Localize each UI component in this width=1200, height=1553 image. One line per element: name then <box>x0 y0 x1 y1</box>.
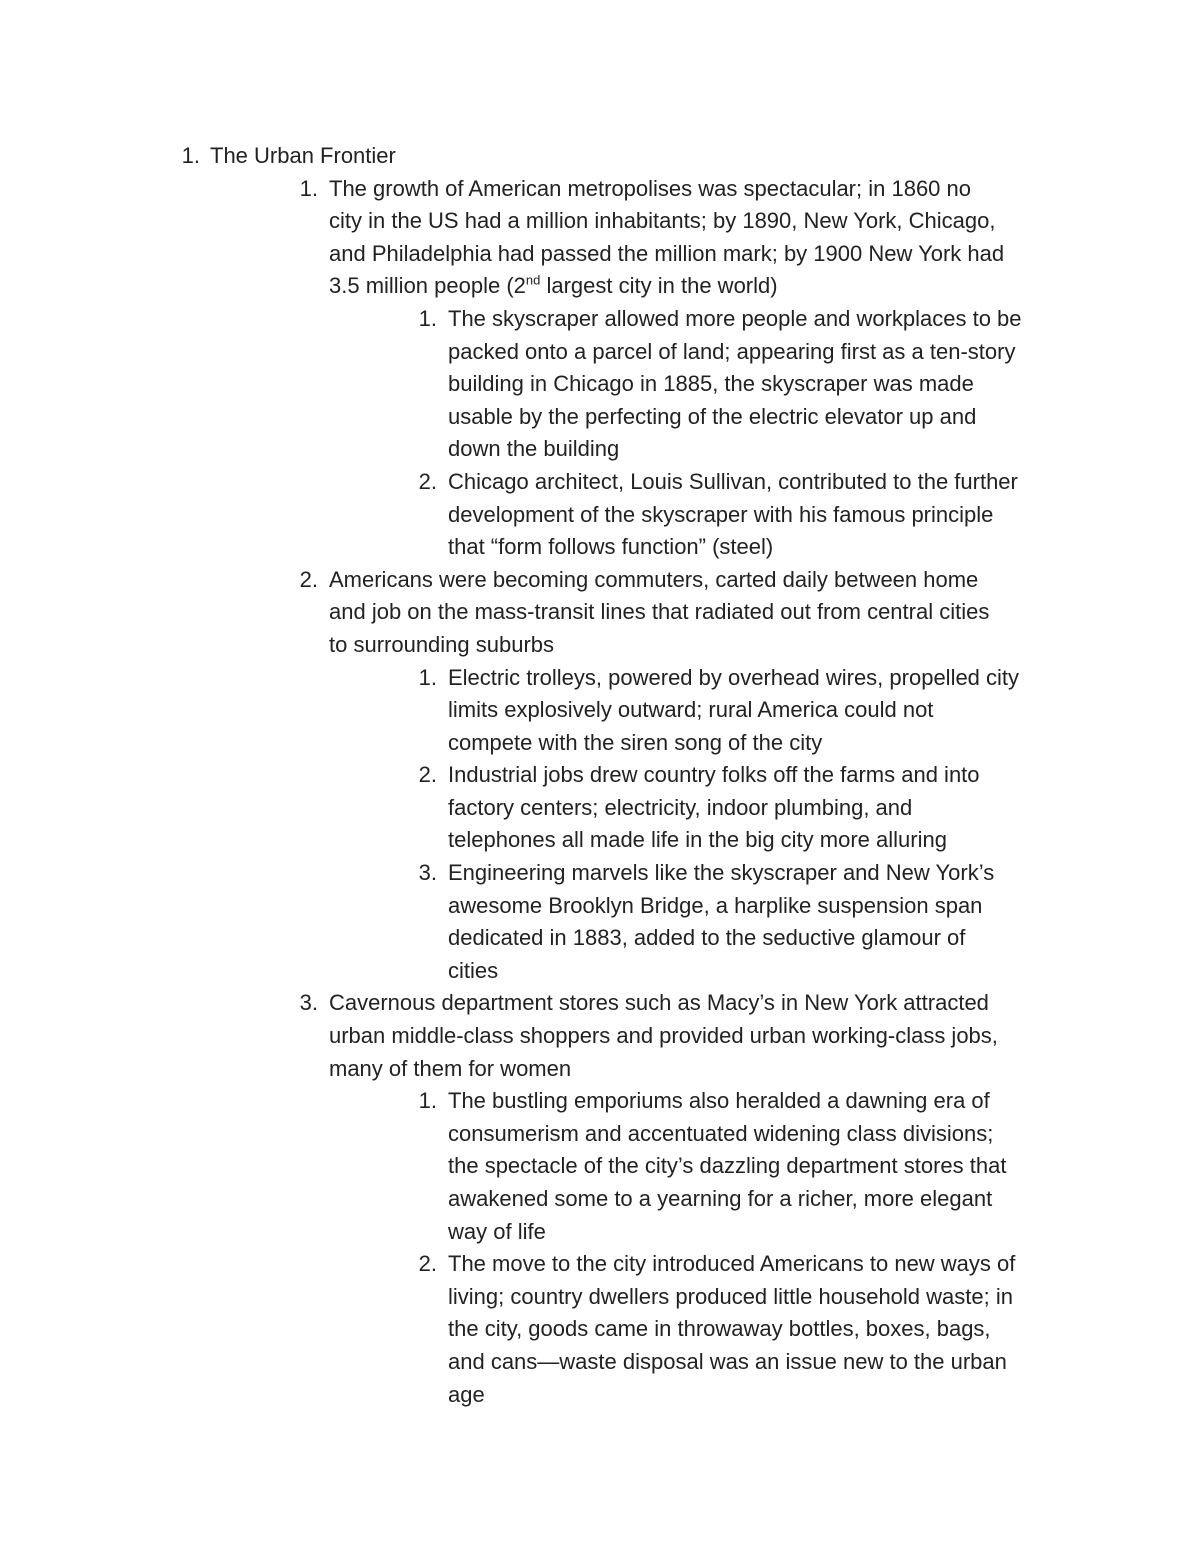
section-heading <box>181 140 1200 173</box>
text-line: and Philadelphia had passed the million mark; by 1900 New York had <box>329 240 1005 266</box>
top-margin <box>0 0 1200 140</box>
text-line: The move to the city introduced Americans to new ways of <box>448 1251 1016 1277</box>
list-item <box>418 303 1200 466</box>
list-number: 1. <box>299 175 318 201</box>
ordinal-superscript: nd <box>525 273 541 289</box>
text-line: dedicated in 1883, added to the seductive glamour of <box>448 925 966 951</box>
text-line: Americans were becoming commuters, carted daily between home <box>329 566 979 592</box>
text-line: consumerism and accentuated widening class divisions; <box>448 1120 994 1146</box>
list-item <box>418 1085 1200 1248</box>
text-line: The skyscraper allowed more people and workplaces to be <box>448 305 1022 331</box>
text-line: the city, goods came in throwaway bottles, boxes, bags, <box>448 1316 991 1342</box>
text-line: many of them for women <box>329 1055 572 1081</box>
list-item <box>299 987 1200 1085</box>
text-line: way of life <box>448 1218 546 1244</box>
text-line: packed onto a parcel of land; appearing first as a ten-story <box>448 338 1016 364</box>
text-line: age <box>448 1381 485 1407</box>
text-line: Industrial jobs drew country folks off the farms and into <box>448 762 980 788</box>
text-line: awakened some to a yearning for a richer, more elegant <box>448 1186 993 1211</box>
list-item <box>418 1248 1200 1411</box>
text-line: The bustling emporiums also heralded a dawning era of <box>448 1088 990 1114</box>
section-title: The Urban Frontier <box>210 143 396 168</box>
list-number: 2. <box>418 468 437 494</box>
text-line: that “form follows function” (steel) <box>448 534 774 560</box>
text-line: living; country dwellers produced little household waste; in <box>448 1283 1013 1309</box>
text-line: telephones all made life in the big city more alluring <box>448 827 947 853</box>
text-line: compete with the siren song of the city <box>448 729 823 755</box>
text-line: Cavernous department stores such as Macy’s in New York attracted <box>329 990 989 1016</box>
list-number: 2. <box>299 566 318 592</box>
text-line: and cans—waste disposal was an issue new to the urban <box>448 1348 1007 1374</box>
text-line: to surrounding suburbs <box>329 631 555 657</box>
text-line: factory centers; electricity, indoor plumbing, and <box>448 794 913 820</box>
text-line: Engineering marvels like the skyscraper and New York’s <box>448 860 995 886</box>
text-line: urban middle-class shoppers and provided urban working-class jobs, <box>329 1023 998 1049</box>
list-item <box>418 759 1200 857</box>
text-line: Electric trolleys, powered by overhead wires, propelled city <box>448 664 1020 690</box>
list-number: 2. <box>418 1251 437 1277</box>
list-number: 2. <box>418 762 437 788</box>
text-line: the spectacle of the city’s dazzling department stores that <box>448 1153 1007 1179</box>
text-line: awesome Brooklyn Bridge, a harplike suspension span <box>448 892 983 918</box>
list-number: 3. <box>418 860 437 886</box>
text-line: limits explosively outward; rural America could not <box>448 697 934 723</box>
list-item <box>418 466 1200 564</box>
list-number: 1. <box>418 664 437 690</box>
text-line: and job on the mass-transit lines that radiated out from central cities <box>329 599 990 625</box>
list-number: 1. <box>418 305 437 331</box>
text-line: building in Chicago in 1885, the skyscraper was made <box>448 371 974 397</box>
text-line: Chicago architect, Louis Sullivan, contributed to the further <box>448 468 1018 494</box>
text-line: cities <box>448 957 499 983</box>
list-number: 1. <box>418 1088 437 1114</box>
list-item <box>299 564 1200 662</box>
text-fragment: 3.5 million people (2 <box>329 273 526 299</box>
text-line: The growth of American metropolises was spectacular; in 1860 no <box>329 175 971 201</box>
text-line <box>329 270 1200 303</box>
list-number: 1. <box>181 143 200 168</box>
text-fragment: largest city in the world) <box>540 273 778 299</box>
text-line: down the building <box>448 436 620 462</box>
text-line: city in the US had a million inhabitants; by 1890, New York, Chicago, <box>329 208 996 234</box>
text-line: usable by the perfecting of the electric elevator up and <box>448 403 977 429</box>
text-line: development of the skyscraper with his famous principle <box>448 501 994 527</box>
list-item <box>299 173 1200 303</box>
list-item <box>418 857 1200 987</box>
list-number: 3. <box>299 990 318 1016</box>
list-item <box>418 662 1200 760</box>
